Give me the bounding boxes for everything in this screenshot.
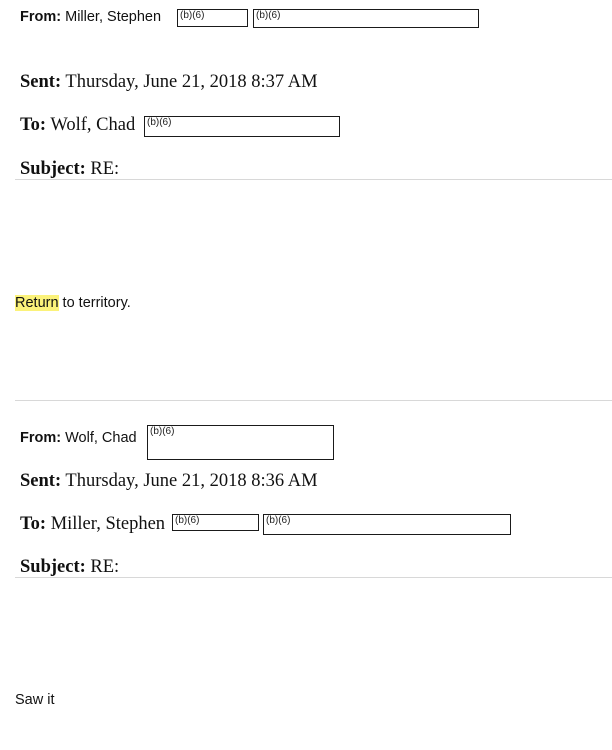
email-1-sent-line	[20, 72, 318, 93]
redaction-label: (b)(6)	[150, 426, 175, 437]
redaction-box	[144, 116, 340, 137]
redaction-label: (b)(6)	[147, 117, 172, 128]
sent-label: Sent:	[20, 471, 62, 491]
subject-value: RE:	[90, 159, 120, 179]
to-label: To:	[20, 514, 47, 534]
sent-value: Thursday, June 21, 2018 8:37 AM	[65, 72, 318, 92]
subject-label: Subject:	[20, 159, 86, 179]
email-2-to-line	[20, 514, 165, 535]
redaction-label: (b)(6)	[266, 515, 291, 526]
to-name: Wolf, Chad	[50, 115, 136, 135]
email-1-body	[15, 295, 131, 311]
redaction-box	[177, 9, 248, 27]
redaction-box	[172, 514, 259, 531]
to-name: Miller, Stephen	[50, 514, 166, 534]
redaction-label: (b)(6)	[256, 10, 281, 21]
from-label: From:	[20, 9, 62, 25]
header-divider	[15, 577, 612, 578]
email-2-body	[15, 692, 55, 708]
from-name: Wolf, Chad	[65, 430, 137, 446]
redaction-label: (b)(6)	[175, 515, 200, 526]
email-2-sent-line	[20, 471, 318, 492]
email-2-subject-line	[20, 557, 119, 578]
body-text: Saw it	[15, 692, 55, 708]
subject-value: RE:	[90, 557, 120, 577]
from-name: Miller, Stephen	[65, 9, 162, 25]
from-label: From:	[20, 430, 62, 446]
sent-label: Sent:	[20, 72, 62, 92]
email-1-to-line	[20, 115, 135, 136]
highlighted-text: Return	[15, 295, 59, 311]
redaction-label: (b)(6)	[180, 10, 205, 21]
subject-label: Subject:	[20, 557, 86, 577]
redaction-box	[263, 514, 511, 535]
email-2-from-line	[20, 430, 137, 446]
body-text: to territory.	[58, 295, 131, 311]
to-label: To:	[20, 115, 47, 135]
redaction-box	[253, 9, 479, 28]
redaction-box	[147, 425, 334, 460]
header-divider	[15, 179, 612, 180]
email-1-from-line	[20, 9, 161, 25]
sent-value: Thursday, June 21, 2018 8:36 AM	[65, 471, 318, 491]
email-1-subject-line	[20, 159, 119, 180]
message-separator	[15, 400, 612, 401]
